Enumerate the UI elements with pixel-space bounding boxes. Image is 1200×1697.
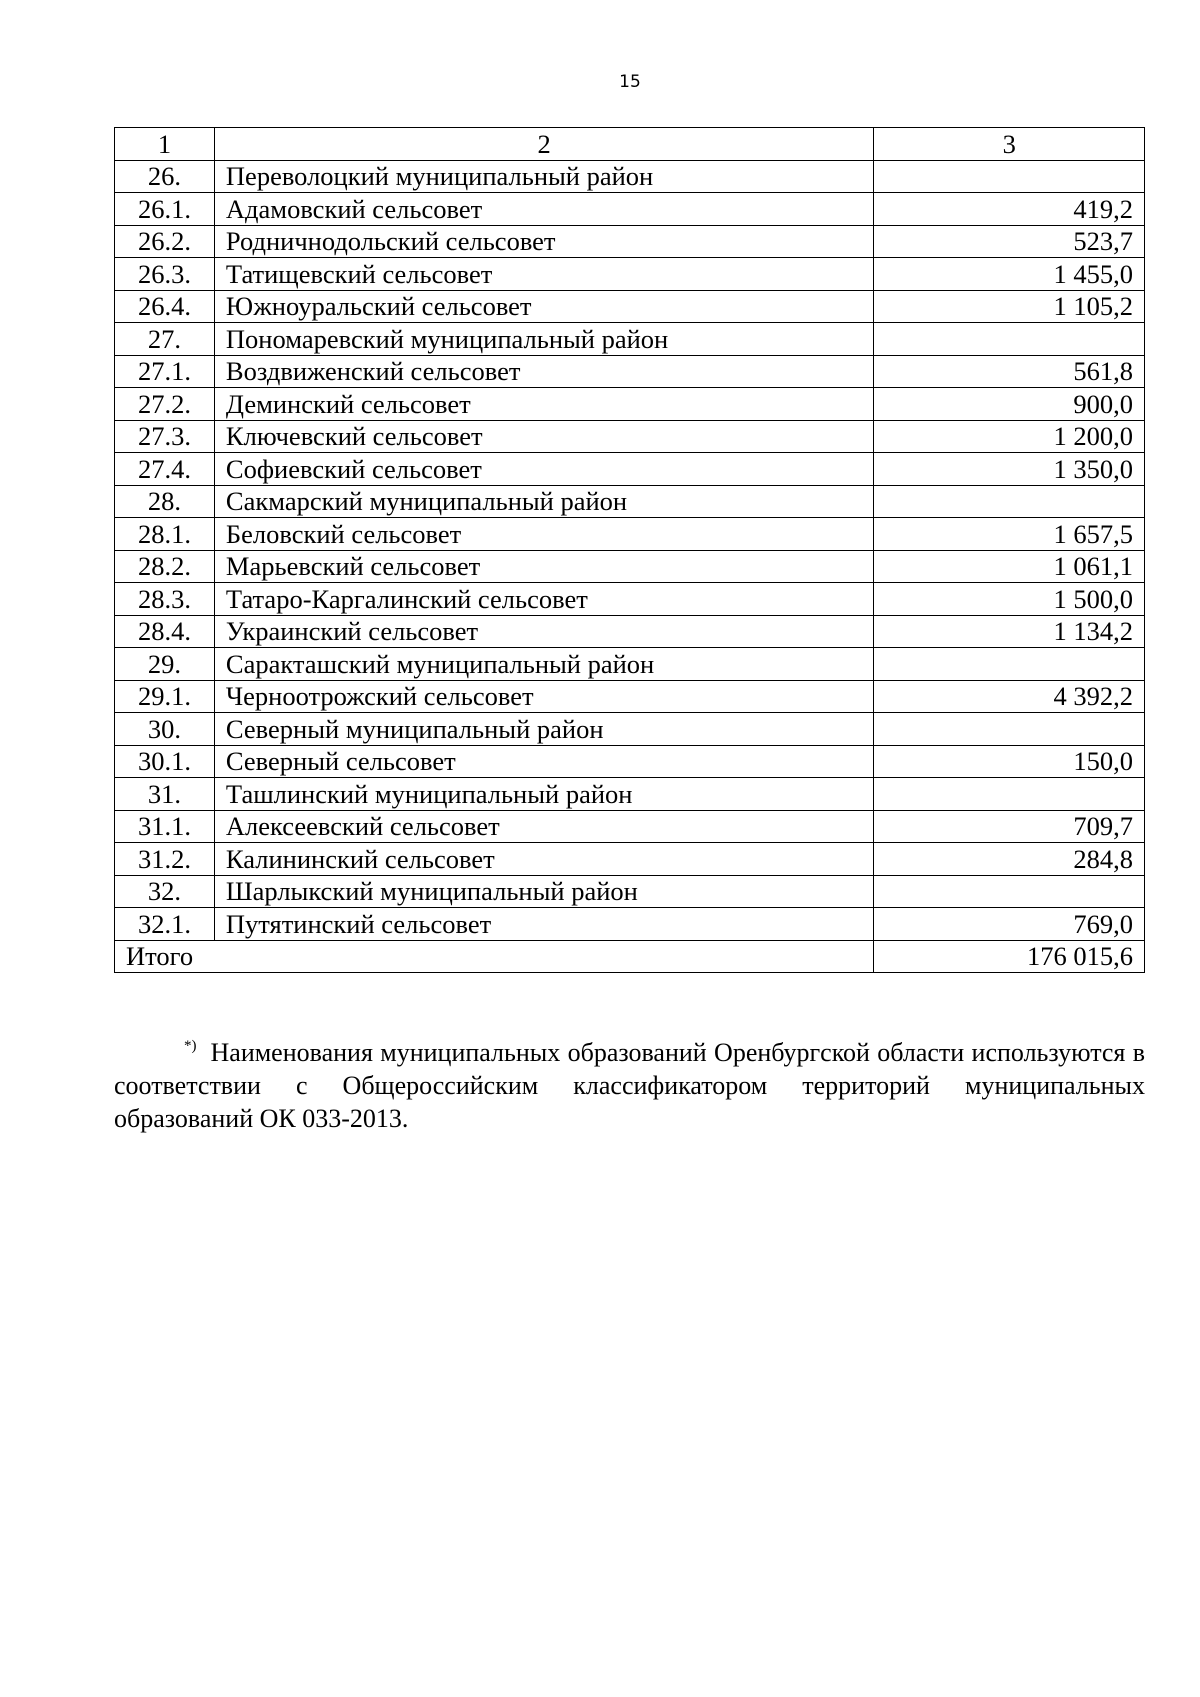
footnote [114, 1030, 1145, 1135]
row-number: 29.1. [115, 680, 215, 713]
table-row [115, 388, 1145, 421]
row-number: 30. [115, 713, 215, 746]
row-number: 27.1. [115, 355, 215, 388]
amount-value: 284,8 [874, 843, 1145, 876]
municipality-name: Южноуральский сельсовет [214, 290, 873, 323]
row-number: 31.1. [115, 810, 215, 843]
table-row [115, 713, 1145, 746]
municipality-name: Воздвиженский сельсовет [214, 355, 873, 388]
municipality-name: Путятинский сельсовет [214, 908, 873, 941]
municipality-name: Адамовский сельсовет [214, 193, 873, 226]
municipality-name: Татищевский сельсовет [214, 258, 873, 291]
amount-value: 1 061,1 [874, 550, 1145, 583]
row-number: 28. [115, 485, 215, 518]
amount-value [874, 160, 1145, 193]
row-number: 31.2. [115, 843, 215, 876]
table-row [115, 583, 1145, 616]
table-row [115, 290, 1145, 323]
row-number: 26.1. [115, 193, 215, 226]
table-body [115, 128, 1145, 973]
total-row [115, 940, 1145, 973]
row-number: 28.3. [115, 583, 215, 616]
table-row [115, 323, 1145, 356]
table-row [115, 875, 1145, 908]
municipality-name: Шарлыкский муниципальный район [214, 875, 873, 908]
amount-value [874, 778, 1145, 811]
amount-value: 1 105,2 [874, 290, 1145, 323]
amount-value: 1 455,0 [874, 258, 1145, 291]
table-row [115, 453, 1145, 486]
amount-value [874, 713, 1145, 746]
amount-value: 1 200,0 [874, 420, 1145, 453]
amount-value: 709,7 [874, 810, 1145, 843]
municipality-name: Северный муниципальный район [214, 713, 873, 746]
total-value: 176 015,6 [874, 940, 1145, 973]
amount-value: 561,8 [874, 355, 1145, 388]
table-row [115, 745, 1145, 778]
amount-value: 419,2 [874, 193, 1145, 226]
table-row [115, 615, 1145, 648]
row-number: 26.3. [115, 258, 215, 291]
amount-value: 1 657,5 [874, 518, 1145, 551]
header-col-3: 3 [874, 128, 1145, 161]
municipality-name: Марьевский сельсовет [214, 550, 873, 583]
footnote-text: Наименования муниципальных образований Оренбургской области используются в соответствии с Общероссийским классификатором территорий муниципальных образований ОК 033-2013. [114, 1038, 1145, 1133]
amount-value: 1 350,0 [874, 453, 1145, 486]
table-row [115, 193, 1145, 226]
header-col-1: 1 [115, 128, 215, 161]
table-row [115, 355, 1145, 388]
row-number: 27.2. [115, 388, 215, 421]
table-row [115, 160, 1145, 193]
municipality-name: Татаро-Каргалинский сельсовет [214, 583, 873, 616]
row-number: 28.1. [115, 518, 215, 551]
municipality-name: Украинский сельсовет [214, 615, 873, 648]
row-number: 27.3. [115, 420, 215, 453]
total-label: Итого [115, 940, 874, 973]
row-number: 30.1. [115, 745, 215, 778]
municipality-name: Ташлинский муниципальный район [214, 778, 873, 811]
allocation-table [114, 127, 1145, 973]
amount-value: 1 134,2 [874, 615, 1145, 648]
row-number: 32.1. [115, 908, 215, 941]
municipality-name: Северный сельсовет [214, 745, 873, 778]
municipality-name: Калининский сельсовет [214, 843, 873, 876]
amount-value: 150,0 [874, 745, 1145, 778]
page-number: 15 [619, 72, 641, 92]
header-col-2: 2 [214, 128, 873, 161]
table-row [115, 648, 1145, 681]
row-number: 26.2. [115, 225, 215, 258]
amount-value: 769,0 [874, 908, 1145, 941]
amount-value: 900,0 [874, 388, 1145, 421]
table-row [115, 550, 1145, 583]
row-number: 31. [115, 778, 215, 811]
amount-value: 1 500,0 [874, 583, 1145, 616]
municipality-name: Родничнодольский сельсовет [214, 225, 873, 258]
row-number: 27.4. [115, 453, 215, 486]
row-number: 26. [115, 160, 215, 193]
table-row [115, 810, 1145, 843]
amount-value: 4 392,2 [874, 680, 1145, 713]
row-number: 28.4. [115, 615, 215, 648]
row-number: 29. [115, 648, 215, 681]
municipality-name: Сакмарский муниципальный район [214, 485, 873, 518]
municipality-name: Пономаревский муниципальный район [214, 323, 873, 356]
row-number: 28.2. [115, 550, 215, 583]
municipality-name: Софиевский сельсовет [214, 453, 873, 486]
municipality-name: Черноотрожский сельсовет [214, 680, 873, 713]
table-row [115, 225, 1145, 258]
municipality-name: Переволоцкий муниципальный район [214, 160, 873, 193]
table-row [115, 518, 1145, 551]
amount-value [874, 648, 1145, 681]
footnote-marker: *) [184, 1038, 197, 1054]
row-number: 32. [115, 875, 215, 908]
amount-value: 523,7 [874, 225, 1145, 258]
municipality-name: Саракташский муниципальный район [214, 648, 873, 681]
table-header-row [115, 128, 1145, 161]
row-number: 27. [115, 323, 215, 356]
municipality-name: Ключевский сельсовет [214, 420, 873, 453]
municipality-name: Деминский сельсовет [214, 388, 873, 421]
table-row [115, 908, 1145, 941]
table-row [115, 258, 1145, 291]
municipality-name: Беловский сельсовет [214, 518, 873, 551]
table-row [115, 420, 1145, 453]
amount-value [874, 485, 1145, 518]
municipality-name: Алексеевский сельсовет [214, 810, 873, 843]
table-row [115, 485, 1145, 518]
amount-value [874, 323, 1145, 356]
table-row [115, 680, 1145, 713]
row-number: 26.4. [115, 290, 215, 323]
table-row [115, 778, 1145, 811]
table-row [115, 843, 1145, 876]
amount-value [874, 875, 1145, 908]
